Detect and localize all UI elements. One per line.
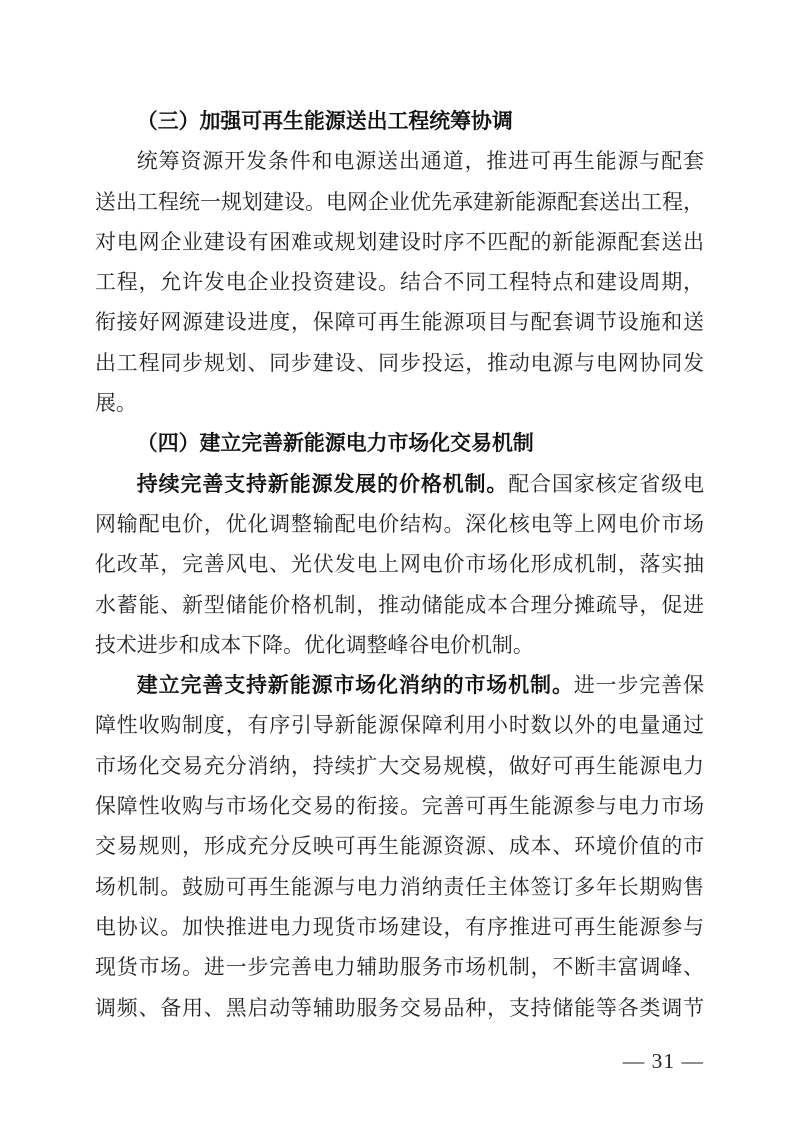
section-3-heading: （三）加强可再生能源送出工程统筹协调 [136, 109, 513, 133]
body-line: 对电网企业建设有困难或规划建设时序不匹配的新能源配套送出 [95, 229, 704, 254]
body-line: 衔接好网源建设进度，保障可再生能源项目与配套调节设施和送 [95, 310, 704, 335]
body-line: 展。 [95, 391, 137, 416]
footer-page-number: — 31 — [622, 1049, 704, 1073]
body-line [95, 665, 704, 705]
bold-lead-sentence: 建立完善支持新能源市场化消纳的市场机制。 [136, 673, 574, 698]
body-line: 化改革，完善风电、光伏发电上网电价市场化形成机制，落实抽 [95, 552, 704, 577]
body-line: 场机制。鼓励可再生能源与电力消纳责任主体签订多年长期购售 [95, 874, 704, 899]
body-text: 配合国家核定省级电 [508, 471, 704, 496]
body-line: 技术进步和成本下降。优化调整峰谷电价机制。 [95, 632, 534, 657]
bold-lead-sentence: 持续完善支持新能源发展的价格机制。 [136, 471, 509, 496]
body-line: 统筹资源开发条件和电源送出通道，推进可再生能源与配套 [136, 149, 704, 174]
body-line: 水蓄能、新型储能价格机制，推动储能成本合理分摊疏导，促进 [95, 592, 704, 617]
body-line: 送出工程统一规划建设。电网企业优先承建新能源配套送出工程， [95, 189, 704, 214]
body-line: 障性收购制度，有序引导新能源保障利用小时数以外的电量通过 [95, 713, 704, 738]
body-line [95, 464, 704, 504]
body-line: 调频、备用、黑启动等辅助服务交易品种，支持储能等各类调节 [95, 995, 704, 1020]
body-line: 保障性收购与市场化交易的衔接。完善可再生能源参与电力市场 [95, 794, 704, 819]
body-line: 工程，允许发电企业投资建设。结合不同工程特点和建设周期， [95, 270, 704, 295]
section-4-heading: （四）建立完善新能源电力市场化交易机制 [136, 431, 534, 456]
body-line: 现货市场。进一步完善电力辅助服务市场机制，不断丰富调峰、 [95, 955, 704, 980]
text-block [95, 101, 704, 1028]
body-line: 网输配电价，优化调整输配电价结构。深化核电等上网电价市场 [95, 511, 704, 536]
body-line: 电协议。加快推进电力现货市场建设，有序推进可再生能源参与 [95, 914, 704, 939]
body-line: 市场化交易充分消纳，持续扩大交易规模，做好可再生能源电力 [95, 753, 704, 778]
body-text: 进一步完善保 [573, 673, 704, 698]
body-line: 交易规则，形成充分反映可再生能源资源、成本、环境价值的市 [95, 834, 704, 859]
body-line: 出工程同步规划、同步建设、同步投运，推动电源与电网协同发 [95, 350, 704, 375]
